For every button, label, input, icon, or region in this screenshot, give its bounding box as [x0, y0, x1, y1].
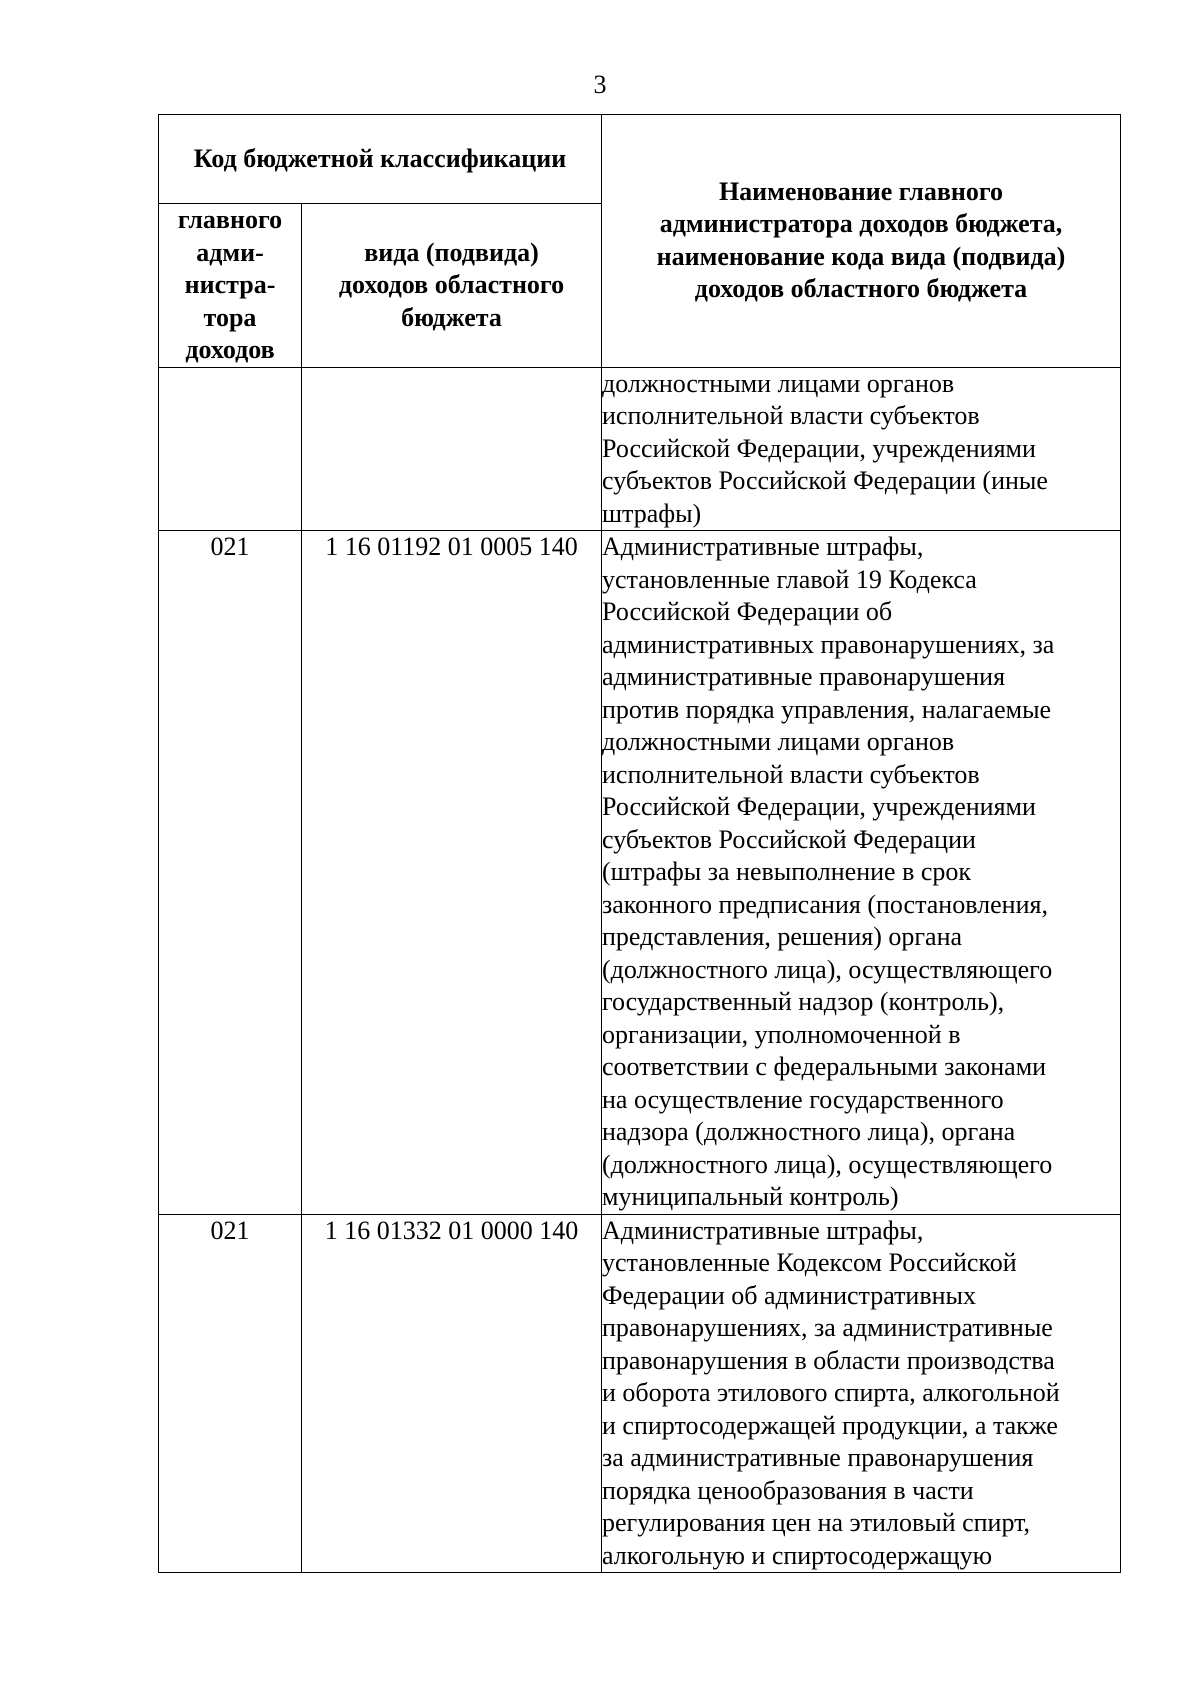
- text-line: исполнительной власти субъектов: [602, 401, 980, 430]
- revenue-name-cell: [602, 1214, 1121, 1573]
- admin-code-cell: 021: [159, 1214, 302, 1573]
- table-row: [159, 531, 1121, 1215]
- text-line: тора: [203, 302, 257, 332]
- text-line: административные правонарушения: [602, 662, 1006, 691]
- text-line: доходов областного: [338, 270, 565, 299]
- text-line: Наименование главного: [718, 176, 1004, 206]
- text-line: установленные Кодексом Российской: [602, 1248, 1017, 1277]
- text-line: Российской Федерации, учреждениями: [602, 792, 1036, 821]
- text-line: Российской Федерации, учреждениями: [602, 433, 1036, 463]
- header-revenue-kind: [302, 204, 602, 368]
- text-line: Административные штрафы,: [602, 532, 924, 561]
- text-line: администратора доходов бюджета,: [659, 209, 1063, 239]
- header-budget-classification-code: Код бюджетной классификации: [159, 115, 602, 204]
- text-line: главного: [177, 205, 283, 234]
- admin-code-cell: 021: [159, 531, 302, 1215]
- text-line: и оборота этилового спирта, алкогольной: [602, 1378, 1060, 1407]
- text-line: доходов: [185, 335, 275, 364]
- text-line: бюджета: [401, 302, 502, 332]
- text-line: административных правонарушениях, за: [602, 629, 1055, 659]
- text-line: организации, уполномоченной в: [602, 1019, 961, 1049]
- text-line: государственный надзор (контроль),: [602, 987, 1005, 1016]
- text-line: порядка ценообразования в части: [602, 1475, 974, 1505]
- text-line: Российской Федерации об: [602, 597, 893, 626]
- text-line: Административные штрафы,: [602, 1215, 924, 1245]
- budget-classification-table: [158, 114, 1121, 1573]
- text-line: алкогольную и спиртосодержащую: [602, 1540, 993, 1570]
- text-line: (должностного лица), осуществляющего: [602, 1149, 1053, 1179]
- text-line: Федерации об административных: [602, 1280, 977, 1310]
- page-number: 3: [593, 70, 607, 99]
- text-line: правонарушениях, за административные: [602, 1313, 1053, 1342]
- admin-code-cell: [159, 367, 302, 531]
- table-row: [159, 1214, 1121, 1573]
- text-line: надзора (должностного лица), органа: [602, 1117, 1016, 1146]
- revenue-code-cell: [302, 367, 602, 531]
- revenue-code-cell: 1 16 01332 01 0000 140: [302, 1214, 602, 1573]
- text-line: исполнительной власти субъектов: [602, 759, 980, 789]
- text-line: (штрафы за невыполнение в срок: [602, 857, 972, 886]
- table-row: [159, 367, 1121, 531]
- text-line: за административные правонарушения: [602, 1443, 1034, 1472]
- text-line: доходов областного бюджета: [694, 274, 1028, 304]
- text-line: на осуществление государственного: [602, 1084, 1004, 1114]
- text-line: нистра-: [184, 270, 276, 299]
- header-administrator-name: [602, 115, 1121, 368]
- text-line: и спиртосодержащей продукции, а также: [602, 1410, 1058, 1440]
- text-line: вида (подвида): [364, 237, 539, 267]
- text-line: (должностного лица), осуществляющего: [602, 954, 1053, 984]
- header-main-administrator: [159, 204, 302, 368]
- text-line: регулирования цен на этиловый спирт,: [602, 1508, 1031, 1537]
- text-line: представления, решения) органа: [602, 922, 963, 951]
- text-line: законного предписания (постановления,: [602, 889, 1048, 919]
- revenue-name-cell: [602, 367, 1121, 531]
- text-line: установленные главой 19 Кодекса: [602, 564, 977, 594]
- header-row-group: [159, 115, 1121, 204]
- text-line: субъектов Российской Федерации (иные: [602, 466, 1048, 495]
- text-line: соответствии с федеральными законами: [602, 1052, 1047, 1081]
- text-line: против порядка управления, налагаемые: [602, 694, 1052, 724]
- text-line: должностными лицами органов: [602, 727, 955, 756]
- text-line: адми-: [196, 237, 264, 267]
- revenue-code-cell: 1 16 01192 01 0005 140: [302, 531, 602, 1215]
- text-line: должностными лицами органов: [602, 368, 955, 398]
- text-line: правонарушения в области производства: [602, 1345, 1055, 1375]
- text-line: наименование кода вида (подвида): [656, 241, 1066, 271]
- revenue-name-cell: [602, 531, 1121, 1215]
- text-line: штрафы): [602, 498, 702, 528]
- text-line: субъектов Российской Федерации: [602, 824, 976, 854]
- text-line: муниципальный контроль): [602, 1182, 899, 1211]
